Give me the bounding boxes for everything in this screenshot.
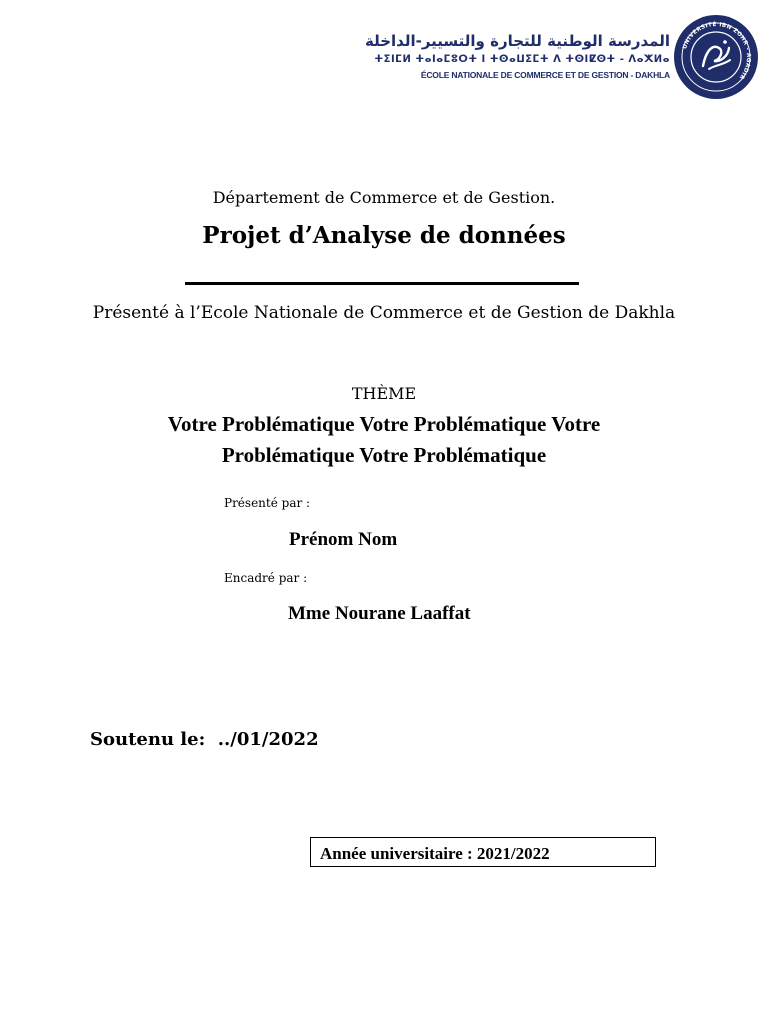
presented-at-line: Présenté à l’Ecole Nationale de Commerce et de Gestion de Dakhla [92, 303, 676, 323]
project-title: Projet d’Analyse de données [202, 222, 566, 249]
seal-text: UNIVERSITÉ IBN ZOHR - AGADIR [682, 21, 752, 81]
title-divider [185, 282, 579, 285]
supervisor-name: Mme Nourane Laaffat [288, 603, 471, 624]
theme-line-2: Problématique Votre Problématique [221, 443, 547, 467]
academic-year: Année universitaire : 2021/2022 [320, 844, 550, 863]
university-seal-icon [673, 14, 759, 100]
school-name-arabic: المدرسة الوطنية للتجارة والتسيير-الداخلة [364, 32, 670, 50]
presented-by-label: Présenté par : [224, 496, 311, 510]
academic-year-box [310, 837, 656, 867]
school-logo-text [364, 28, 670, 88]
school-name-french: ÉCOLE NATIONALE DE COMMERCE ET DE GESTION - DAKHLA [420, 70, 670, 80]
theme-label: THÈME [351, 384, 417, 403]
defense-date: Soutenu le: ../01/2022 [90, 729, 319, 750]
supervised-by-label: Encadré par : [224, 571, 308, 585]
student-name: Prénom Nom [289, 529, 398, 550]
theme-text [110, 409, 658, 471]
theme-line-1: Votre Problématique Votre Problématique Votre [167, 412, 601, 436]
school-name-tifinagh: ⵜⵉⵏⵎⵍ ⵜⴰⵏⴰⵎⵓⵔⵜ ⵏ ⵜⵙⴰⵡⵉⵎⵜ ⴷ ⵜⵙⵏⵇⵙⵜ - ⴷⴰⵅⵍⴰ [374, 54, 670, 65]
department-heading: Département de Commerce et de Gestion. [212, 188, 556, 207]
